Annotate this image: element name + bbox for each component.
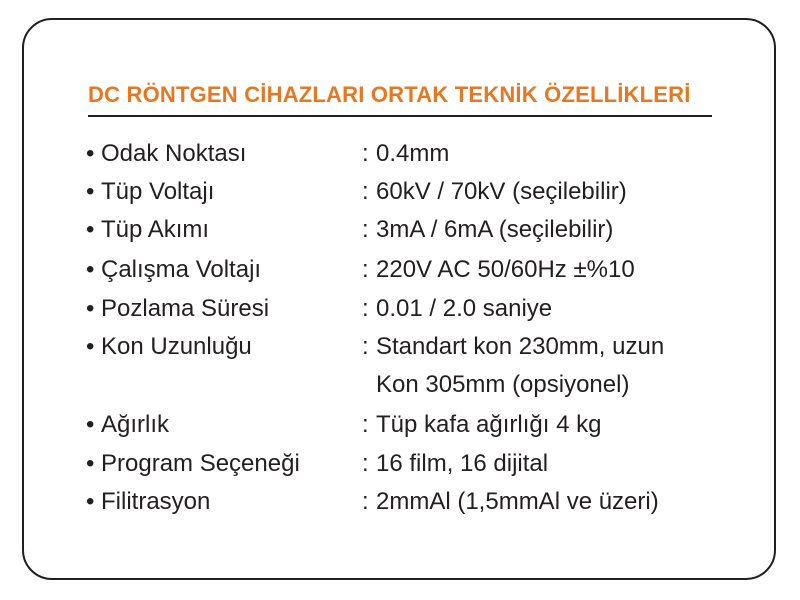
bullet: • [86, 295, 95, 322]
spec-value [362, 214, 613, 246]
spec-row-operating-voltage [86, 254, 726, 286]
spec-value-text: 0.01 / 2.0 saniye [376, 295, 553, 322]
bullet: • [86, 178, 95, 205]
spec-row-weight [86, 409, 726, 441]
colon: : [362, 450, 369, 477]
spec-row-tube-current [86, 214, 726, 246]
spec-row-focal-spot [86, 138, 726, 170]
colon: : [362, 411, 369, 438]
spec-label [86, 176, 214, 208]
bullet: • [86, 140, 95, 167]
spec-value-text: 60kV / 70kV (seçilebilir) [376, 178, 627, 205]
spec-value [362, 138, 449, 170]
page-title: DC RÖNTGEN CİHAZLARI ORTAK TEKNİK ÖZELLİKLERİ [88, 82, 691, 107]
spec-label [86, 409, 169, 441]
spec-value-text: 16 film, 16 dijital [376, 450, 549, 477]
spec-label-text: Tüp Akımı [101, 216, 210, 243]
colon: : [362, 178, 369, 205]
spec-label-text: Filitrasyon [101, 488, 211, 515]
spec-value-continuation: Kon 305mm (opsiyonel) [376, 371, 630, 398]
title-underline [88, 115, 712, 117]
spec-row-filtration [86, 486, 726, 518]
spec-value [362, 331, 664, 363]
bullet: • [86, 216, 95, 243]
spec-row-program-options [86, 448, 726, 480]
spec-label [86, 214, 209, 246]
spec-label [86, 331, 252, 363]
spec-row-cone-length [86, 331, 726, 401]
spec-value [362, 293, 552, 325]
spec-label-text: Pozlama Süresi [101, 295, 270, 322]
spec-label [86, 293, 269, 325]
spec-value-text: Tüp kafa ağırlığı 4 kg [376, 411, 602, 438]
colon: : [362, 488, 369, 515]
colon: : [362, 333, 369, 360]
spec-label-text: Kon Uzunluğu [101, 333, 252, 360]
spec-value [362, 254, 635, 286]
spec-label-text: Tüp Voltajı [101, 178, 215, 205]
colon: : [362, 140, 369, 167]
spec-value-text: 2mmAl (1,5mmAl ve üzeri) [376, 488, 659, 515]
spec-label [86, 486, 210, 518]
spec-value-text: 0.4mm [376, 140, 450, 167]
spec-value [362, 409, 601, 441]
spec-value [362, 486, 659, 518]
spec-label-text: Çalışma Voltajı [101, 256, 262, 283]
spec-label-text: Program Seçeneği [101, 450, 300, 477]
bullet: • [86, 333, 95, 360]
spec-label-text: Odak Noktası [101, 140, 247, 167]
spec-label-text: Ağırlık [101, 411, 170, 438]
spec-label [86, 254, 261, 286]
bullet: • [86, 450, 95, 477]
spec-label [86, 448, 300, 480]
spec-value [362, 176, 627, 208]
bullet: • [86, 411, 95, 438]
spec-row-tube-voltage [86, 176, 726, 208]
spec-value-text: Standart kon 230mm, uzun [376, 333, 665, 360]
spec-label [86, 138, 246, 170]
spec-value-text: 3mA / 6mA (seçilebilir) [376, 216, 614, 243]
bullet: • [86, 256, 95, 283]
bullet: • [86, 488, 95, 515]
spec-row-exposure-time [86, 293, 726, 325]
colon: : [362, 256, 369, 283]
spec-value-text: 220V AC 50/60Hz ±%10 [376, 256, 635, 283]
spec-value [362, 448, 548, 480]
colon: : [362, 216, 369, 243]
colon: : [362, 295, 369, 322]
